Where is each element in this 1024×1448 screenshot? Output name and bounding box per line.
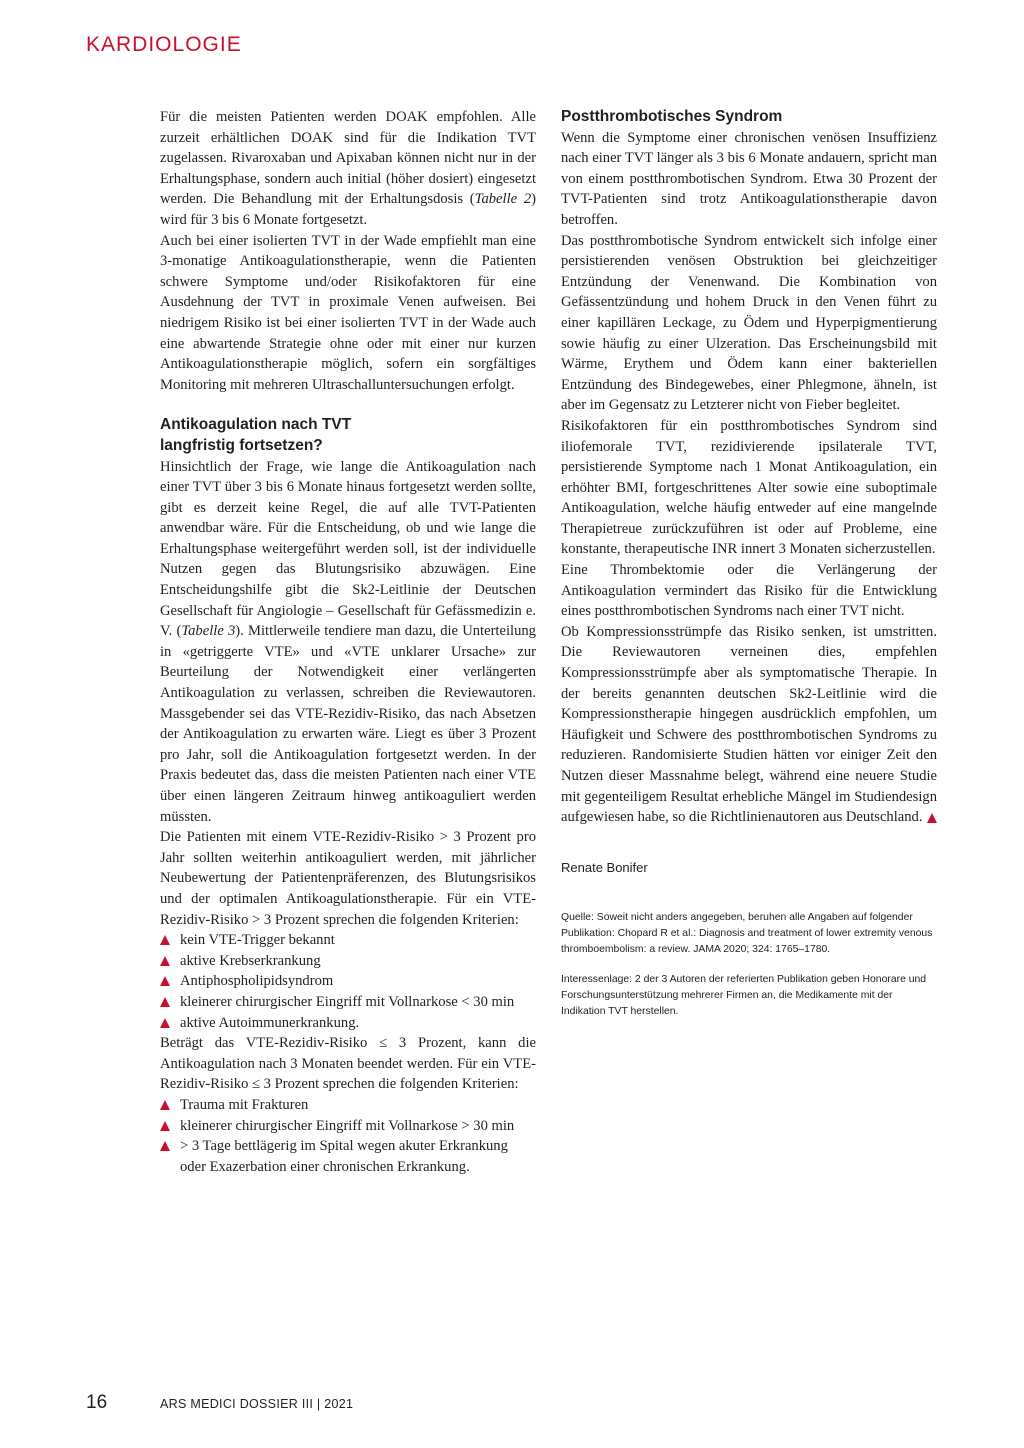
triangle-bullet-icon	[160, 1100, 170, 1110]
triangle-bullet-icon	[160, 1141, 170, 1151]
table-reference: Tabelle 3	[181, 623, 236, 640]
publication-name: ARS MEDICI DOSSIER III | 2021	[160, 1397, 354, 1411]
left-column	[160, 107, 536, 1177]
paragraph: Für die meisten Patienten werden DOAK empfohlen. Alle zurzeit erhältlichen DOAK sind für die Indikation TVT zugelassen. Rivaroxaban und Apixaban können nicht nur in der Erhaltungsphase, sondern auch initial (höher dosiert) eingesetzt werden. Die Behandlung mit der Erhaltungsdosis (Tabelle 2) wird für 3 bis 6 Monate fortgesetzt.	[160, 109, 536, 228]
paragraph: Auch bei einer isolierten TVT in der Wade empfiehlt man eine 3-monatige Antikoagulationstherapie, wenn die Patienten schwere Symptome und/oder Risikofaktoren für eine Ausdehnung der TVT in proximale Venen aufweisen. Bei niedrigem Risiko ist bei einer isolierten TVT in der Wade auch eine abwartende Strategie ohne oder mit einer nur kurzen Antikoagulationstherapie möglich, sofern ein sorgfältiges Monitoring mit mehreren Ultraschalluntersuchungen erfolgt.	[160, 232, 536, 393]
triangle-bullet-icon	[160, 1121, 170, 1131]
paragraph: Hinsichtlich der Frage, wie lange die Antikoagulation nach einer TVT über 3 bis 6 Monate hinaus fortgesetzt werden sollte, gibt es derzeit keine Regel, die auf alle TVT-Patienten anwendbar wäre. Für die Entscheidung, ob und wie lange die Erhaltungsphase weitergeführt werden soll, ist der individuelle Nutzen gegen das Blutungsrisiko abzuwägen. Eine Entscheidungshilfe gibt die Sk2-Leitlinie der Deutschen Gesellschaft für Angiologie – Gesellschaft für Gefässmedizin e. V. (Tabelle 3). Mittlerweile tendiere man dazu, die Unterteilung in «getriggerte VTE» und «VTE unklarer Ursache» zur Beurteilung der Notwendigkeit einer verlängerten Antikoagulation zu verlassen, schreiben die Reviewautoren. Massgebender sei das VTE-Rezidiv-Risiko, das nach Absetzen der Antikoagulation zu erwarten wäre. Liegt es über 3 Prozent pro Jahr, soll die Antikoagulation fortgesetzt werden. In der Praxis bedeutet das, dass die meisten Patienten nach einer VTE über einen längeren Zeitraum hinweg antikoaguliert werden müssten.	[160, 458, 536, 825]
list-item: kleinerer chirurgischer Eingriff mit Vollnarkose < 30 min	[160, 992, 536, 1013]
list-item: > 3 Tage bettlägerig im Spital wegen akuter Erkrankung oder Exazerbation einer chronischen Erkrankung.	[160, 1136, 536, 1177]
interest-note: Interessenlage: 2 der 3 Autoren der referierten Publikation geben Honorare und Forschungsunterstützung mehrerer Firmen an, die Medikamente mit der Indikation TVT herstellen.	[561, 974, 927, 1018]
end-marker-icon	[927, 813, 937, 823]
section-heading: Antikoagulation nach TVT langfristig fortsetzen?	[160, 416, 352, 454]
list-item: Antiphospholipidsyndrom	[160, 971, 536, 992]
table-reference: Tabelle 2	[474, 191, 532, 208]
section-heading: Postthrombotisches Syndrom	[561, 108, 783, 125]
paragraph: Wenn die Symptome einer chronischen venösen Insuffizienz nach einer TVT länger als 3 bis 6 Monate andauern, spricht man von einem postthrombotischen Syndrom. Etwa 30 Prozent der TVT-Patienten sind trotz Antikoagulationstherapie davon betroffen.	[561, 129, 937, 228]
list-item: kein VTE-Trigger bekannt	[160, 930, 536, 951]
triangle-bullet-icon	[160, 956, 170, 966]
source-note: Quelle: Soweit nicht anders angegeben, beruhen alle Angaben auf folgender Publikation: Chopard R et al.: Diagnosis and treatment of lower extremity venous thromboembolism: a review. JAMA 2020; 324: 1765–1780.	[561, 912, 933, 956]
triangle-bullet-icon	[160, 976, 170, 986]
paragraph: Ob Kompressionsstrümpfe das Risiko senken, ist umstritten. Die Reviewautoren verneinen dies, empfehlen Kompressionsstrümpfe aber als symptomatische Therapie. In der bereits genannten deutschen Sk2-Leitlinie wird die Kompressionstherapie hingegen ausdrücklich empfohlen, um Häufigkeit und Schwere des postthrombotischen Syndroms zu reduzieren. Randomisierte Studien hätten vor einiger Zeit den Nutzen dieser Massnahme belegt, während eine neuere Studie mit gegenteiligem Resultat erhebliche Mängel im Studiendesign aufgewiesen habe, so die Richtlinienautoren aus Deutschland.	[561, 623, 937, 826]
triangle-bullet-icon	[160, 935, 170, 945]
paragraph: Die Patienten mit einem VTE-Rezidiv-Risiko > 3 Prozent pro Jahr sollten weiterhin antikoaguliert werden, mit jährlicher Neubewertung der Patientenpräferenzen, des Blutungsrisikos und der optimalen Antikoagulationstherapie. Für ein VTE-Rezidiv-Risiko > 3 Prozent sprechen die folgenden Kriterien:	[160, 829, 536, 928]
paragraph: Beträgt das VTE-Rezidiv-Risiko ≤ 3 Prozent, kann die Antikoagulation nach 3 Monaten beendet werden. Für ein VTE-Rezidiv-Risiko ≤ 3 Prozent sprechen die folgenden Kriterien:	[160, 1035, 536, 1093]
list-item: kleinerer chirurgischer Eingriff mit Vollnarkose > 30 min	[160, 1116, 536, 1137]
paragraph: Das postthrombotische Syndrom entwickelt sich infolge einer persistierenden venösen Obstruktion bei gleichzeitiger Entzündung der Venenwand. Die Kombination von Gefässentzündung und hohem Druck in den Venen führt zu einer kapillären Leckage, zu Ödem und Hyperpigmentierung sowie häufig zu einer Ulzeration. Das Erscheinungsbild mit Wärme, Erythem und Ödem kann einer bakteriellen Entzündung des Bindegewebes, einer Phlegmone, ähneln, ist aber im Gegensatz zu Letzterer nicht von Fieber begleitet.	[561, 232, 937, 414]
list-item: aktive Autoimmunerkrankung.	[160, 1013, 536, 1034]
triangle-bullet-icon	[160, 1018, 170, 1028]
triangle-bullet-icon	[160, 997, 170, 1007]
paragraph: Risikofaktoren für ein postthrombotisches Syndrom sind iliofemorale TVT, rezidivierende ipsilaterale TVT, persistierende Symptome nach 1 Monat Antikoagulation, ein erhöhter BMI, fortgeschrittenes Alter sowie eine suboptimale Antikoagulation, welche häufig entweder auf eine mangelnde Therapietreue zurückzuführen ist oder auf Probleme, eine konstante, therapeutische INR innert 3 Monaten sicherzustellen.	[561, 417, 937, 558]
criteria-list-low-risk	[160, 1095, 536, 1177]
paragraph: Eine Thrombektomie oder die Verlängerung der Antikoagulation vermindert das Risiko für die Entwicklung eines postthrombotischen Syndroms nach einer TVT nicht.	[561, 562, 937, 620]
list-item: Trauma mit Frakturen	[160, 1095, 536, 1116]
list-item: aktive Krebserkrankung	[160, 951, 536, 972]
criteria-list-high-risk	[160, 930, 536, 1033]
page-number: 16	[86, 1392, 108, 1413]
right-column	[561, 107, 937, 1020]
section-header: KARDIOLOGIE	[86, 33, 242, 56]
author-name: Renate Bonifer	[561, 859, 648, 875]
